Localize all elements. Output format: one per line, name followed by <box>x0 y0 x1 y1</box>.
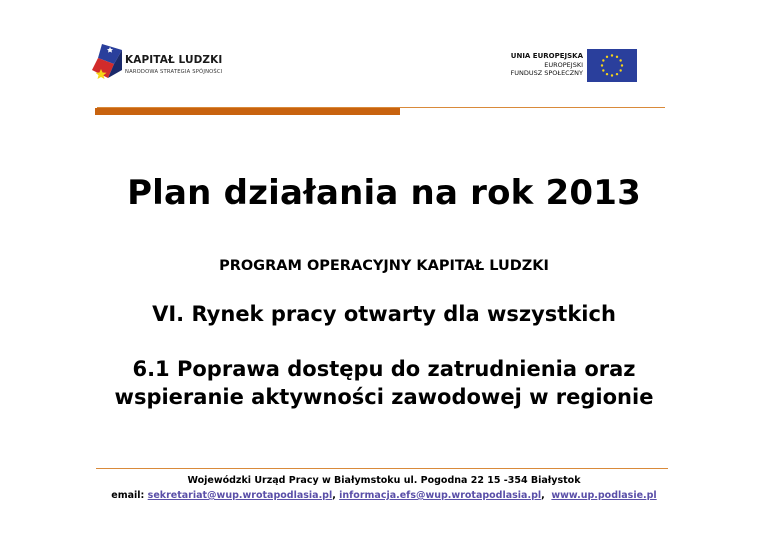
logo-left-title: KAPITAŁ LUDZKI <box>125 54 223 66</box>
email-label: email: <box>111 490 145 501</box>
measure-line-1: 6.1 Poprawa dostępu do zatrudnienia oraz <box>132 357 636 381</box>
eu-star-icon <box>619 69 621 71</box>
kapital-ludzki-logo <box>92 44 232 84</box>
eu-logo-line3: FUNDUSZ SPOŁECZNY <box>510 69 583 77</box>
eu-star-icon <box>611 54 613 56</box>
eu-logo-line1: UNIA EUROPEJSKA <box>510 52 583 60</box>
eu-star-icon <box>602 69 604 71</box>
kapital-ludzki-emblem-icon <box>92 44 124 84</box>
eu-logo <box>505 49 637 85</box>
measure-heading <box>0 355 768 411</box>
page-title: Plan działania na rok 2013 <box>127 173 641 213</box>
eu-star-icon <box>621 64 623 66</box>
eu-star-icon <box>602 59 604 61</box>
email-link-informacja[interactable]: informacja.efs@wup.wrotapodlasia.pl <box>339 490 542 501</box>
eu-star-icon <box>616 56 618 58</box>
header-divider-thick <box>95 108 400 115</box>
logo-left-subtitle: NARODOWA STRATEGIA SPÓJNOŚCI <box>125 69 223 75</box>
eu-star-icon <box>601 64 603 66</box>
eu-logo-line2: EUROPEJSKI <box>544 61 583 69</box>
priority-heading: VI. Rynek pracy otwarty dla wszystkich <box>152 302 616 326</box>
program-name: PROGRAM OPERACYJNY KAPITAŁ LUDZKI <box>219 258 549 274</box>
eu-star-icon <box>606 73 608 75</box>
eu-flag-icon <box>587 49 637 82</box>
footer-separator-1: , <box>332 490 336 501</box>
footer-contacts <box>0 490 768 501</box>
eu-star-icon <box>606 56 608 58</box>
website-link[interactable]: www.up.podlasie.pl <box>551 490 657 501</box>
eu-star-icon <box>616 73 618 75</box>
email-link-sekretariat[interactable]: sekretariat@wup.wrotapodlasia.pl <box>147 490 333 501</box>
footer-divider <box>96 468 668 469</box>
footer-separator-2: , <box>541 490 545 501</box>
footer-address: Wojewódzki Urząd Pracy w Białymstoku ul. Pogodna 22 15 -354 Białystok <box>187 475 581 486</box>
measure-line-2: wspieranie aktywności zawodowej w regionie <box>114 385 654 409</box>
eu-star-icon <box>611 74 613 76</box>
eu-star-icon <box>619 59 621 61</box>
